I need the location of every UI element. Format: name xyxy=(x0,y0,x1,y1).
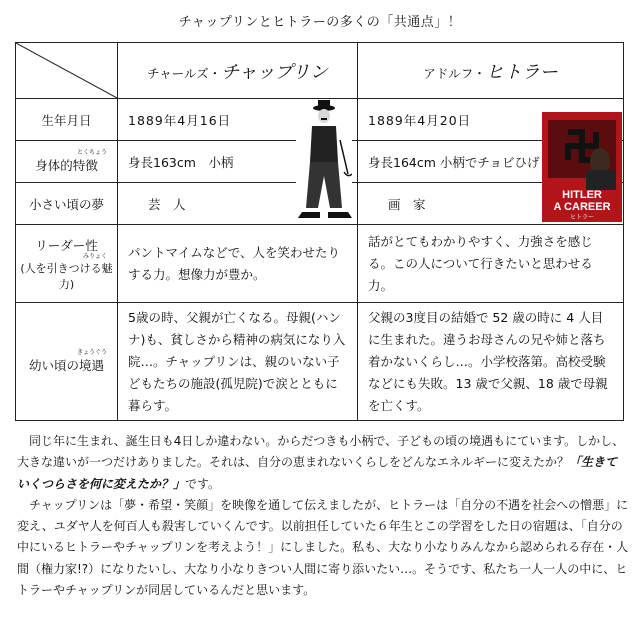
svg-text:A CAREER: A CAREER xyxy=(553,201,611,213)
hitler-dream: 画 家 xyxy=(358,183,624,225)
chaplin-leadership: パントマイムなどで、人を笑わせたりする力。想像力が豊か。 xyxy=(118,225,358,303)
chaplin-photo xyxy=(296,100,352,224)
ruby-tokucho: とくちょう xyxy=(76,148,107,156)
hitler-body: 身長164cm 小柄でチョビひげ xyxy=(358,141,624,183)
column-header-chaplin xyxy=(118,43,358,99)
hitler-prefix: アドルフ・ xyxy=(423,65,486,81)
svg-text:HITLER: HITLER xyxy=(562,189,602,201)
hitler-birthdate: 1889年4月20日 xyxy=(358,99,624,141)
paragraph-1: 同じ年に生まれ、誕生日も4日しか違わない。からだつきも小柄で、子どもの頃の境遇もにています。しかし、大きな違いが一つだけありました。それは、自分の恵まれないくらしをどんなエネルギーに変えたか？「生きていくつらさを何に変えたか？」です。 xyxy=(17,434,625,491)
ruby-kyogu: きょうぐう xyxy=(76,348,107,356)
row-label-childhood: きょうぐう 幼い頃の境遇 xyxy=(16,303,118,421)
ruby-miryoku: みりょく xyxy=(82,252,107,260)
row-label-dream: 小さい頃の夢 xyxy=(16,183,118,225)
chaplin-childhood: 5歳の時、父親が亡くなる。母親(ハンナ)も、貧しさから精神の病気になり入院…。チャップリンは、親のいない子どもたちの施設(孤児院)で涙とともに暮らす。 xyxy=(118,303,358,421)
hitler-leadership: 話がとてもわかりやすく、力強さを感じる。この人について行きたいと思わせる力。 xyxy=(358,225,624,303)
body-text xyxy=(17,431,629,601)
svg-text:ヒトラー: ヒトラー xyxy=(569,214,595,221)
page-title: チャップリンとヒトラーの多くの「共通点」！ xyxy=(178,15,462,30)
paragraph-2: チャップリンは「夢・希望・笑顔」を映像を通して伝えましたが、ヒトラーは「自分の不遇を社会への憎悪」に変え、ユダヤ人を何百人も殺害していくんです。以前担任していた６年生とこの学習をした日の宿題は、「自分の中にいるヒトラーやチャップリンを考えよう！」にしました。私も、大なり小なりみんなから認められる存在・人間（権力家!?）になりたいし、大なり小なりきつい人間に寄り添いたい…。そうです、私たち一人一人の中に、ヒトラーやチャップリンが同居しているんだと思います。 xyxy=(17,497,629,598)
comparison-table xyxy=(15,42,624,421)
diagonal-line xyxy=(16,43,117,98)
hitler-name: ヒトラー xyxy=(485,61,558,83)
chaplin-prefix: チャールズ・ xyxy=(147,65,222,81)
row-label-birthdate: 生年月日 xyxy=(16,99,118,141)
emphasis: 「生きていくつらさを何に変えたか？」 xyxy=(17,455,618,491)
hitler-book-cover xyxy=(542,112,622,222)
chaplin-body: 身長163cm 小柄 xyxy=(118,141,358,183)
row-label-leadership: リーダー性 みりょく (人を引きつける魅力) xyxy=(16,225,118,303)
column-header-hitler xyxy=(358,43,624,99)
chaplin-birthdate: 1889年4月16日 xyxy=(118,99,358,141)
corner-cell xyxy=(16,43,118,99)
chaplin-name: チャップリン xyxy=(221,61,328,83)
chaplin-dream: 芸 人 xyxy=(118,183,358,225)
hitler-childhood: 父親の3度目の結婚で 52 歳の時に 4 人目に生まれた。違うお母さんの兄や姉と落ち着かないくらし…。小学校落第。高校受験などにも失敗。13 歳で父親、18 歳で母親を亡くす。 xyxy=(358,303,624,421)
row-label-body: とくちょう 身体的特徴 xyxy=(16,141,118,183)
